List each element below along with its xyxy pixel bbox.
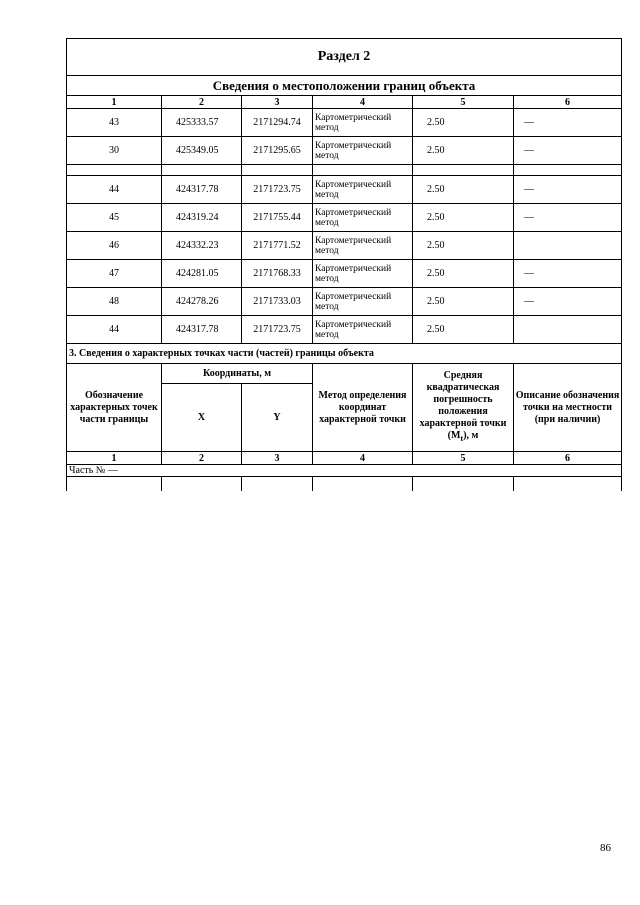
x-header: X <box>162 384 242 452</box>
column-number: 5 <box>413 452 514 465</box>
x-coordinate-cell: 425349.05 <box>162 137 242 165</box>
spacer-cell <box>514 165 622 176</box>
empty-cell <box>514 477 622 491</box>
method-cell: Картометрический метод <box>313 204 413 232</box>
section-subtitle: Сведения о местоположении границ объекта <box>67 76 622 96</box>
accuracy-cell: 2.50 <box>413 204 514 232</box>
spacer-row <box>67 165 622 176</box>
accuracy-cell: 2.50 <box>413 137 514 165</box>
table-row <box>67 137 622 165</box>
table-row <box>67 176 622 204</box>
y-header: Y <box>242 384 313 452</box>
point-number-cell: 47 <box>67 260 162 288</box>
column-number: 6 <box>514 96 622 109</box>
coordinates-header: Координаты, м <box>162 364 313 384</box>
description-cell: — <box>514 176 622 204</box>
column-number-row <box>67 96 622 109</box>
section3-header-row <box>67 364 622 384</box>
spacer-cell <box>242 165 313 176</box>
x-coordinate-cell: 424278.26 <box>162 288 242 316</box>
page-number: 86 <box>600 842 611 854</box>
spacer-cell <box>67 165 162 176</box>
description-cell: — <box>514 109 622 137</box>
part-label: Часть № — <box>67 465 622 477</box>
x-coordinate-cell: 424281.05 <box>162 260 242 288</box>
method-cell: Картометрический метод <box>313 137 413 165</box>
y-coordinate-cell: 2171771.52 <box>242 232 313 260</box>
section-subtitle-row <box>67 76 622 96</box>
accuracy-cell: 2.50 <box>413 232 514 260</box>
x-coordinate-cell: 424317.78 <box>162 316 242 344</box>
accuracy-header-subscript: t <box>460 434 464 443</box>
description-cell <box>514 316 622 344</box>
y-coordinate-cell: 2171294.74 <box>242 109 313 137</box>
y-coordinate-cell: 2171723.75 <box>242 316 313 344</box>
document-sheet <box>66 38 621 491</box>
column-number: 5 <box>413 96 514 109</box>
empty-cell <box>67 477 162 491</box>
accuracy-header-unit: ), м <box>463 430 479 441</box>
table-row <box>67 204 622 232</box>
empty-cell <box>162 477 242 491</box>
accuracy-cell: 2.50 <box>413 316 514 344</box>
description-cell <box>514 232 622 260</box>
accuracy-cell: 2.50 <box>413 288 514 316</box>
table-row <box>67 316 622 344</box>
point-number-cell: 43 <box>67 109 162 137</box>
column-number: 4 <box>313 452 413 465</box>
method-cell: Картометрический метод <box>313 260 413 288</box>
spacer-cell <box>413 165 514 176</box>
table-row <box>67 109 622 137</box>
accuracy-cell: 2.50 <box>413 109 514 137</box>
spacer-cell <box>162 165 242 176</box>
point-number-cell: 46 <box>67 232 162 260</box>
point-number-cell: 44 <box>67 316 162 344</box>
accuracy-cell: 2.50 <box>413 176 514 204</box>
y-coordinate-cell: 2171755.44 <box>242 204 313 232</box>
x-coordinate-cell: 424332.23 <box>162 232 242 260</box>
column-number: 2 <box>162 452 242 465</box>
x-coordinate-cell: 425333.57 <box>162 109 242 137</box>
section3-column-number-row <box>67 452 622 465</box>
empty-cell <box>242 477 313 491</box>
section3-title-row <box>67 344 622 364</box>
part-row <box>67 465 622 477</box>
table-row <box>67 232 622 260</box>
boundary-table <box>66 38 622 491</box>
point-number-cell: 48 <box>67 288 162 316</box>
table-row <box>67 260 622 288</box>
method-cell: Картометрический метод <box>313 109 413 137</box>
empty-cell <box>413 477 514 491</box>
y-coordinate-cell: 2171295.65 <box>242 137 313 165</box>
point-number-cell: 45 <box>67 204 162 232</box>
description-cell: — <box>514 260 622 288</box>
column-number: 3 <box>242 96 313 109</box>
method-cell: Картометрический метод <box>313 288 413 316</box>
method-cell: Картометрический метод <box>313 232 413 260</box>
point-number-cell: 44 <box>67 176 162 204</box>
description-cell: — <box>514 137 622 165</box>
y-coordinate-cell: 2171723.75 <box>242 176 313 204</box>
accuracy-cell: 2.50 <box>413 260 514 288</box>
description-cell: — <box>514 204 622 232</box>
accuracy-header <box>413 364 514 452</box>
section3-title: 3. Сведения о характерных точках части (частей) границы объекта <box>67 344 622 364</box>
y-coordinate-cell: 2171768.33 <box>242 260 313 288</box>
spacer-cell <box>313 165 413 176</box>
column-number: 2 <box>162 96 242 109</box>
method-cell: Картометрический метод <box>313 316 413 344</box>
description-cell: — <box>514 288 622 316</box>
point-number-cell: 30 <box>67 137 162 165</box>
column-number: 1 <box>67 96 162 109</box>
section-title-row <box>67 39 622 76</box>
x-coordinate-cell: 424317.78 <box>162 176 242 204</box>
x-coordinate-cell: 424319.24 <box>162 204 242 232</box>
accuracy-header-text: Средняя квадратическая погрешность положения характерной точки (M <box>419 370 507 441</box>
method-header: Метод определения координат характерной точки <box>313 364 413 452</box>
designation-header: Обозначение характерных точек части границы <box>67 364 162 452</box>
column-number: 1 <box>67 452 162 465</box>
section-title: Раздел 2 <box>67 39 622 76</box>
description-header: Описание обозначения точки на местности (при наличии) <box>514 364 622 452</box>
table-row <box>67 288 622 316</box>
y-coordinate-cell: 2171733.03 <box>242 288 313 316</box>
column-number: 3 <box>242 452 313 465</box>
method-cell: Картометрический метод <box>313 176 413 204</box>
empty-cell <box>313 477 413 491</box>
empty-row <box>67 477 622 491</box>
column-number: 4 <box>313 96 413 109</box>
column-number: 6 <box>514 452 622 465</box>
